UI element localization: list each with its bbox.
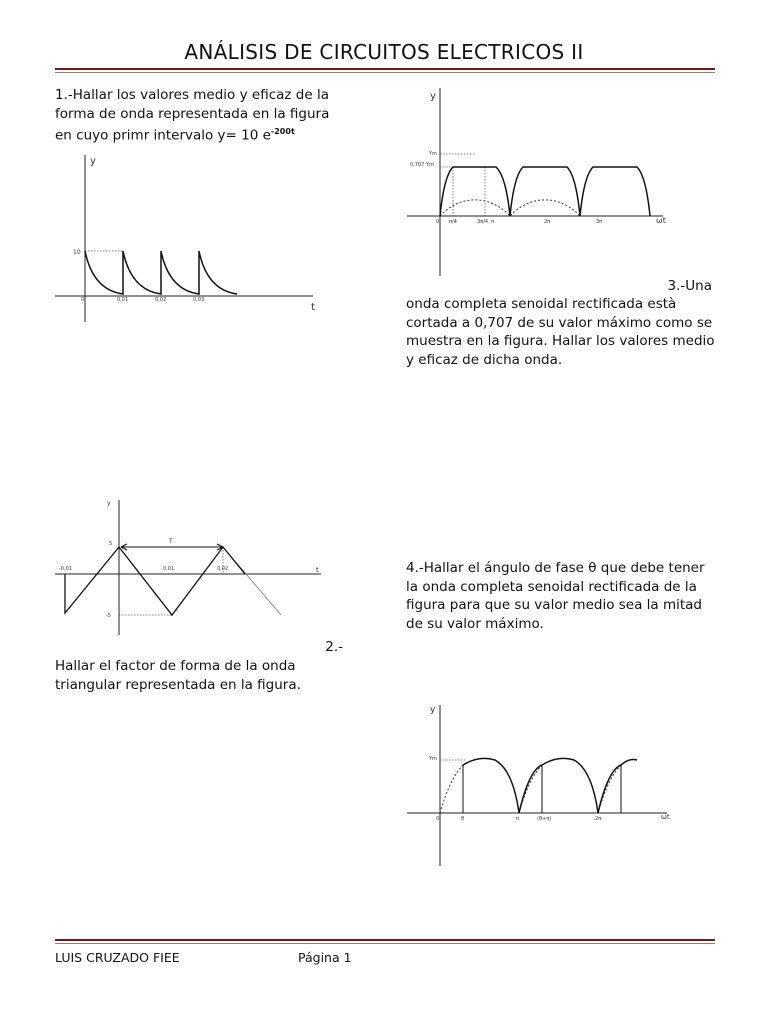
period-label: T bbox=[169, 538, 173, 545]
tick-label-1: π/4 bbox=[449, 219, 457, 225]
y-axis-label: y bbox=[107, 500, 111, 507]
figure-1-exponential-wave bbox=[55, 150, 335, 325]
figure-2-triangular-wave bbox=[55, 495, 325, 640]
problem-4-text: 4.-Hallar el ángulo de fase θ que debe tener la onda completa senoidal rectificada de la figura para que su valor medio sea la mitad de su valor máximo. bbox=[406, 560, 705, 632]
figure-4-phase-controlled-sine bbox=[405, 700, 675, 870]
tick-label-4: 2π bbox=[595, 816, 602, 822]
neg-label: -5 bbox=[106, 613, 111, 619]
tick-label-2: 0,02 bbox=[155, 297, 167, 303]
triangular-waveform bbox=[65, 547, 245, 615]
y-axis-label: y bbox=[90, 156, 96, 167]
vm-label: Ym bbox=[429, 756, 437, 762]
figure-3-clipped-rectified-sine bbox=[405, 84, 675, 279]
exponential-waveform bbox=[85, 251, 237, 294]
problem-1-exponent: -200t bbox=[270, 127, 295, 136]
clipped-waveform bbox=[440, 167, 650, 216]
tick-label-0: -0,01 bbox=[59, 566, 72, 572]
tick-label-1: θ bbox=[461, 816, 465, 822]
footer-page-number: Página 1 bbox=[298, 950, 352, 965]
t-axis-label: t bbox=[316, 566, 319, 574]
header-rule bbox=[55, 68, 715, 73]
tick-label-1: 0,01 bbox=[117, 297, 129, 303]
w-axis-label: ωt bbox=[661, 813, 670, 821]
tick-label-2: 3π/4 bbox=[477, 219, 489, 225]
y-axis-label: y bbox=[430, 91, 436, 102]
tick-label-0: 0 bbox=[436, 219, 440, 225]
tick-label-1: 0,01 bbox=[163, 566, 175, 572]
tick-label-0: 0 bbox=[81, 297, 85, 303]
y-axis-label: y bbox=[430, 705, 436, 715]
page-title: ANÁLISIS DE CIRCUITOS ELECTRICOS II bbox=[184, 40, 584, 64]
pos-label: 5 bbox=[109, 541, 113, 547]
problem-1-statement: 1.-Hallar los valores medio y eficaz de la forma de onda representada en la figura en cuyo primr intervalo y= 10 e bbox=[55, 87, 330, 144]
sawtooth-reference bbox=[119, 547, 281, 615]
problem-3-number: 3.-Una bbox=[667, 278, 712, 294]
conduction-dashed bbox=[440, 765, 621, 813]
tick-label-5: 3π bbox=[596, 219, 603, 225]
vm-label: Ym bbox=[429, 151, 437, 157]
tick-label-3: 0,03 bbox=[193, 297, 205, 303]
problem-1-text bbox=[55, 86, 350, 145]
tick-label-2: π bbox=[516, 816, 520, 822]
phase-controlled-waveform bbox=[463, 758, 637, 813]
footer-rule bbox=[55, 939, 715, 944]
cut-label: 0,707 Ym bbox=[410, 162, 434, 168]
tick-label-3: π bbox=[491, 219, 495, 225]
tick-label-3: (θ+π) bbox=[537, 816, 552, 822]
tick-label-0: 0 bbox=[436, 816, 440, 822]
t-axis-label: t bbox=[311, 302, 315, 313]
problem-2-text: Hallar el factor de forma de la onda triangular representada en la figura. bbox=[55, 658, 301, 693]
problem-3-text: onda completa senoidal rectificada està cortada a 0,707 de su valor máximo como se muestra en la figura. Hallar los valores medio y eficaz de dicha onda. bbox=[406, 296, 715, 368]
amplitude-label: 10 bbox=[73, 249, 81, 256]
tick-label-2: 0,02 bbox=[217, 566, 229, 572]
w-axis-label: ωt bbox=[656, 216, 666, 225]
footer-author: LUIS CRUZADO FIEE bbox=[55, 950, 180, 965]
tick-label-4: 2π bbox=[544, 219, 551, 225]
problem-2-number: 2.- bbox=[325, 639, 343, 655]
